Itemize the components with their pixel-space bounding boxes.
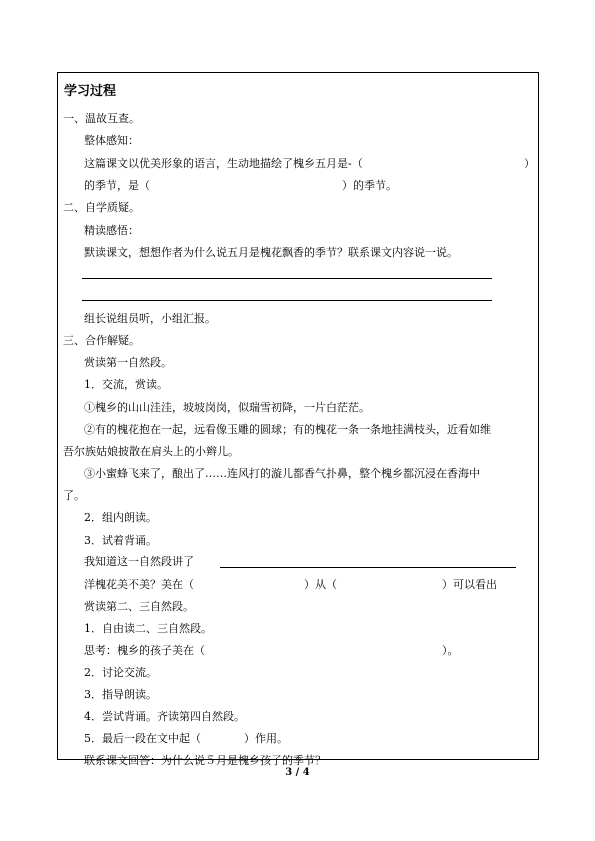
paragraph-summary-prompt: 我知道这一自然段讲了 — [84, 555, 194, 568]
beauty-question-part-a: 洋槐花美不美？美在（ — [84, 578, 194, 591]
section-1-title: 一、温故互查。 — [63, 112, 140, 125]
section-3-title: 三、合作解疑。 — [63, 334, 140, 347]
think-question-part-b: ）。 — [442, 644, 459, 657]
close-reading-label: 精读感悟： — [84, 224, 139, 237]
step-guided-reading: 3．指导朗读。 — [84, 688, 157, 701]
answer-line-2 — [82, 300, 492, 301]
step-discussion: 2．讨论交流。 — [84, 666, 157, 679]
beauty-question-part-b: ）从（ — [304, 578, 337, 591]
overall-perception-label: 整体感知： — [84, 134, 139, 147]
beauty-question-part-c: ）可以看出 — [442, 578, 497, 591]
step-free-reading: 1．自由读二、三自然段。 — [84, 622, 212, 635]
summary-answer-line — [220, 567, 516, 568]
final-question: 联系课文回答：为什么说５月是槐乡孩子的季节？ — [84, 754, 326, 767]
question-1-part-a: 这篇课文以优美形象的语言，生动地描绘了槐乡五月是-（ — [84, 157, 363, 170]
learning-process-box — [57, 72, 539, 767]
quote-1: ①槐乡的山山洼洼，坡坡岗岗，似瑞雪初降，一片白茫茫。 — [84, 401, 370, 414]
quote-2-line-2: 吾尔族姑娘披散在肩头上的小辫儿。 — [63, 445, 239, 458]
silent-reading-question: 默读课文，想想作者为什么说五月是槐花飘香的季节？联系课文内容说一说。 — [84, 246, 458, 259]
think-question-part-a: 思考：槐乡的孩子美在（ — [84, 644, 205, 657]
page-number: 3 / 4 — [285, 767, 310, 778]
question-2-part-b: ）的季节。 — [342, 179, 397, 192]
paragraph-2-3-heading: 赏读第二、三自然段。 — [84, 600, 194, 613]
step-try-recite: 4．尝试背诵。齐读第四自然段。 — [84, 710, 245, 723]
answer-line-1 — [82, 278, 492, 279]
section-2-title: 二、自学质疑。 — [63, 201, 140, 214]
last-paragraph-role-part-b: ）作用。 — [244, 732, 288, 745]
last-paragraph-role-part-a: 5．最后一段在文中起（ — [84, 732, 201, 745]
question-2-part-a: 的季节，是（ — [84, 179, 150, 192]
question-1-part-b: ） — [524, 157, 535, 170]
step-recite: 3．试着背诵。 — [84, 534, 157, 547]
section-heading: 学习过程 — [64, 84, 117, 99]
quote-2-line-1: ②有的槐花抱在一起，远看像玉雕的圆球；有的槐花一条一条地挂满枝头，近看如维 — [84, 423, 491, 436]
quote-3-line-1: ③小蜜蜂飞来了，酿出了……连风打的漩儿都香气扑鼻，整个槐乡都沉浸在香海中 — [84, 467, 480, 480]
group-report-text: 组长说组员听，小组汇报。 — [84, 312, 216, 325]
quote-3-line-2: 了。 — [63, 489, 85, 502]
step-exchange: 1．交流，赏读。 — [84, 378, 168, 391]
step-group-reading: 2．组内朗读。 — [84, 511, 157, 524]
paragraph-1-heading: 赏读第一自然段。 — [84, 356, 172, 369]
